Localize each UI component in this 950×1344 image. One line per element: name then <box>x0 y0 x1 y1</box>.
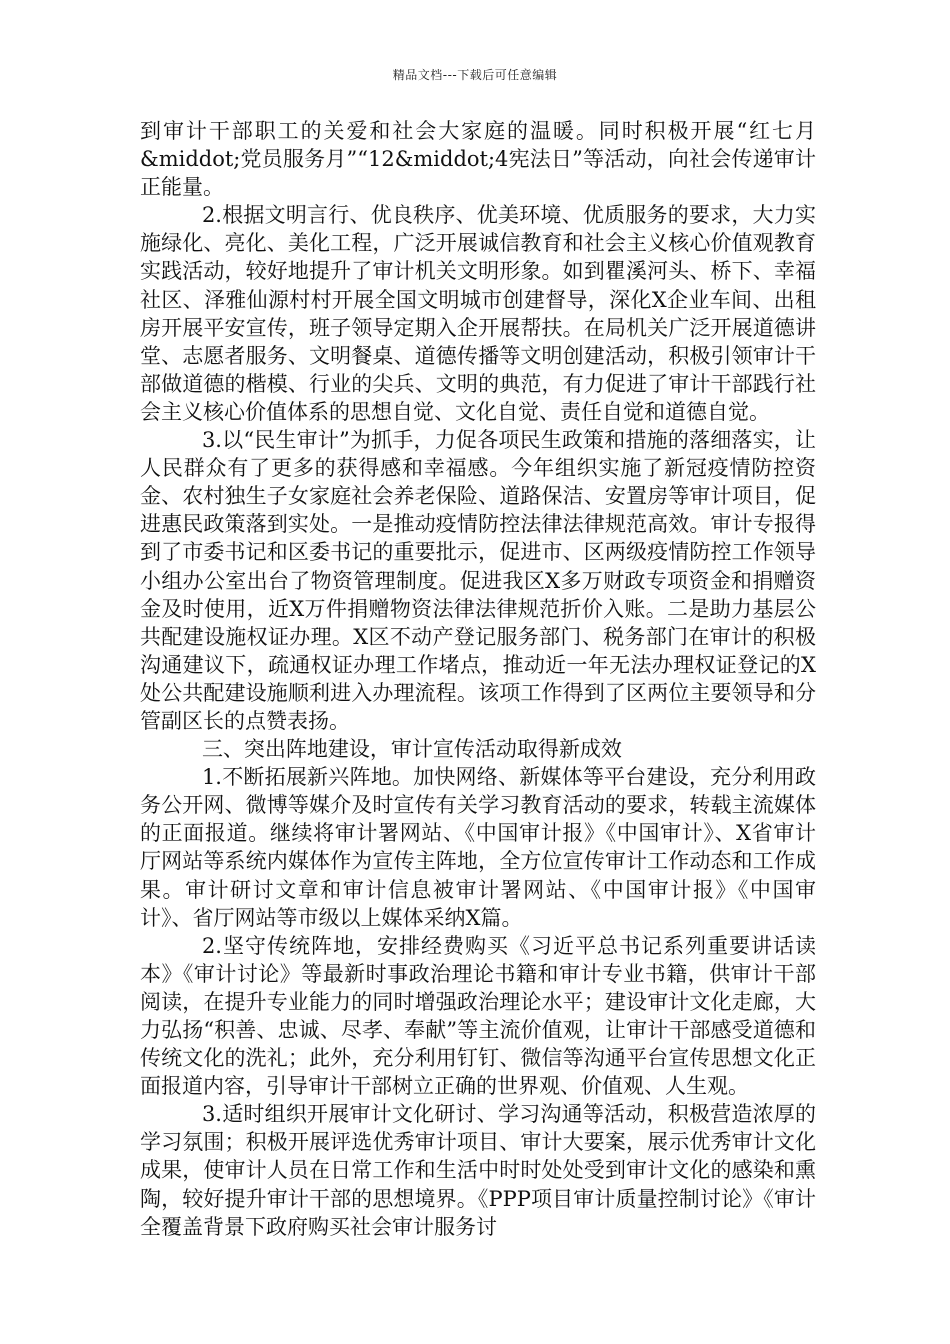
paragraph-livelihood-audit: 3.以“民生审计”为抓手，力促各项民生政策和措施的落细落实，让人民群众有了更多的获得感和幸福感。今年组织实施了新冠疫情防控资金、农村独生子女家庭社会养老保险、道路保洁、安置房等审计项目，促进惠民政策落到实处。一是推动疫情防控法律法律规范高效。审计专报得到了市委书记和区委书记的重要批示，促进市、区两级疫情防控工作领导小组办公室出台了物资管理制度。促进我区X多万财政专项资金和捐赠资金及时使用，近X万件捐赠物资法律法律规范折价入账。二是助力基层公共配建设施权证办理。X区不动产登记服务部门、税务部门在审计的积极沟通建议下，疏通权证办理工作堵点，推动近一年无法办理权证登记的X处公共配建设施顺利进入办理流程。该项工作得到了区两位主要领导和分管副区长的点赞表扬。 <box>140 428 816 733</box>
page-header: 精品文档---下载后可任意编辑 <box>392 68 558 82</box>
section-heading: 三、突出阵地建设，审计宣传活动取得新成效 <box>201 737 622 762</box>
paragraph-new-media: 1.不断拓展新兴阵地。加快网络、新媒体等平台建设，充分利用政务公开网、微博等媒介及时宣传有关学习教育活动的要求，转载主流媒体的正面报道。继续将审计署网站、《中国审计报》《中国审计》、X省审计厅网站等系统内媒体作为宣传主阵地，全方位宣传审计工作动态和工作成果。审计研讨文章和审计信息被审计署网站、《中国审计报》《中国审计》、省厅网站等市级以上媒体采纳X篇。 <box>140 765 816 930</box>
paragraph-traditional: 2.坚守传统阵地，安排经费购买《习近平总书记系列重要讲话读本》《审计讨论》等最新时事政治理论书籍和审计专业书籍，供审计干部阅读，在提升专业能力的同时增强政治理论水平；建设审计文化走廊，大力弘扬“积善、忠诚、尽孝、奉献”等主流价值观，让审计干部感受道德和传统文化的洗礼；此外，充分利用钉钉、微信等沟通平台宣传思想文化正面报道内容，引导审计干部树立正确的世界观、价值观、人生观。 <box>140 933 816 1099</box>
paragraph-culture-research: 3.适时组织开展审计文化研讨、学习沟通等活动，积极营造浓厚的学习氛围；积极开展评选优秀审计项目、审计大要案，展示优秀审计文化成果，使审计人员在日常工作和生活中时时处处受到审计文化的感染和熏陶，较好提升审计干部的思想境界。《PPP项目审计质量控制讨论》《审计全覆盖背景下政府购买社会审计服务讨 <box>140 1102 816 1239</box>
paragraph-civilization: 2.根据文明言行、优良秩序、优美环境、优质服务的要求，大力实施绿化、亮化、美化工程，广泛开展诚信教育和社会主义核心价值观教育实践活动，较好地提升了审计机关文明形象。如到瞿溪河头、桥下、幸福社区、泽雅仙源村村开展全国文明城市创建督导，深化X企业车间、出租房开展平安宣传，班子领导定期入企开展帮扶。在局机关广泛开展道德讲堂、志愿者服务、文明餐桌、道德传播等文明创建活动，积极引领审计干部做道德的楷模、行业的尖兵、文明的典范，有力促进了审计干部践行社会主义核心价值体系的思想自觉、文化自觉、责任自觉和道德自觉。 <box>140 203 816 424</box>
paragraph-continuation: 到审计干部职工的关爱和社会大家庭的温暖。同时积极开展“红七月&middot;党员服务月”“12&middot;4宪法日”等活动，向社会传递审计正能量。 <box>140 119 816 200</box>
document-body <box>140 117 816 1241</box>
